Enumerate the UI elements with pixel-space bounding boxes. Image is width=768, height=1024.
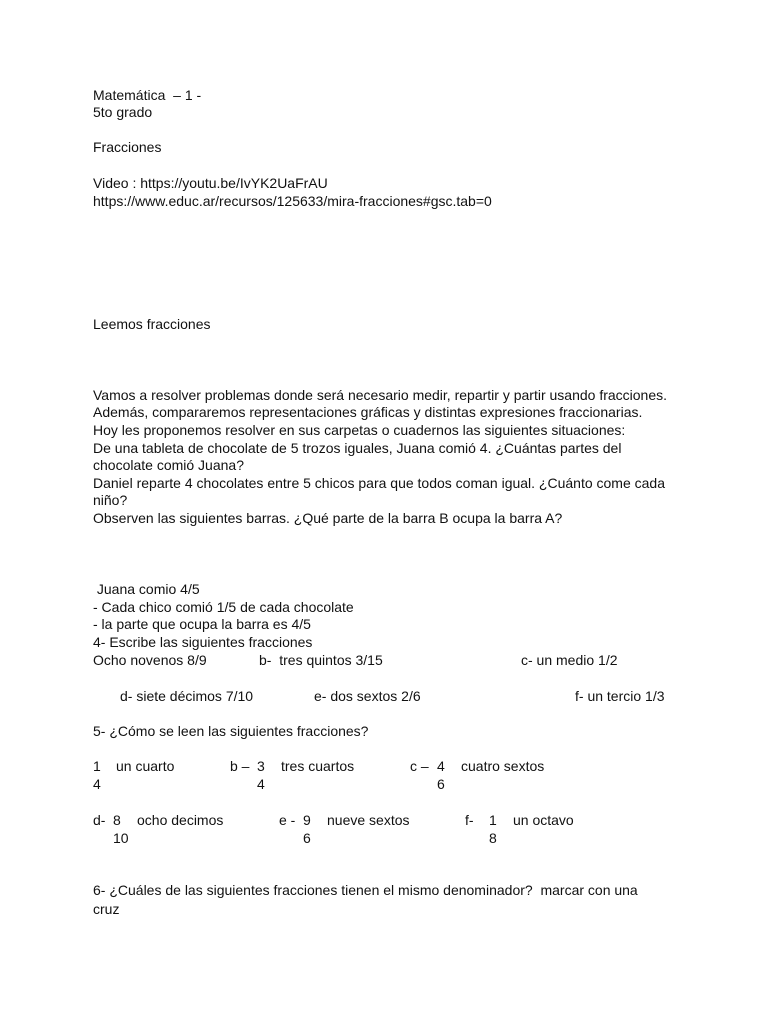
ex5-b-reading: tres cuartos: [281, 758, 355, 774]
ex5-e-prefix: e -: [279, 812, 296, 828]
ex5-c-prefix: c –: [410, 758, 429, 774]
ex4-item-d: d- siete décimos 7/10: [120, 688, 254, 704]
grade-label: 5to grado: [93, 104, 153, 120]
ex5-f-numerator: 1: [489, 812, 497, 828]
ex5-f-reading: un octavo: [513, 812, 574, 828]
video-link-line: Video : https://youtu.be/IvYK2UaFrAU: [93, 175, 328, 191]
intro-line: Observen las siguientes barras. ¿Qué parte de la barra B ocupa la barra A?: [93, 510, 563, 526]
ex4-item-b: b- tres quintos 3/15: [259, 652, 383, 668]
ex5-e-denominator: 6: [303, 830, 311, 846]
ex5-d-numerator: 8: [113, 812, 121, 828]
ex5-d-reading: ocho decimos: [137, 812, 224, 828]
ex4-item-a: Ocho novenos 8/9: [93, 652, 207, 668]
ex5-e-numerator: 9: [303, 812, 311, 828]
ex4-item-c: c- un medio 1/2: [521, 652, 618, 668]
ex5-f-denominator: 8: [489, 830, 497, 846]
exercise-4-title: 4- Escribe las siguientes fracciones: [93, 634, 313, 650]
document-title: Matemática – 1 -: [93, 87, 202, 103]
exercise-6-title-cont: cruz: [93, 901, 120, 917]
ex4-item-e: e- dos sextos 2/6: [314, 688, 421, 704]
intro-line: Hoy les proponemos resolver en sus carpetas o cuadernos las siguientes situaciones:: [93, 422, 626, 438]
ex5-c-numerator: 4: [437, 758, 445, 774]
topic-heading: Fracciones: [93, 139, 162, 155]
resource-link: https://www.educ.ar/recursos/125633/mira-fracciones#gsc.tab=0: [93, 193, 492, 209]
intro-line: Daniel reparte 4 chocolates entre 5 chicos para que todos coman igual. ¿Cuánto come cada: [93, 475, 666, 491]
ex4-item-f: f- un tercio 1/3: [575, 688, 665, 704]
ex5-d-denominator: 10: [113, 830, 129, 846]
intro-line: Además, compararemos representaciones gráficas y distintas expresiones fraccionarias.: [93, 404, 643, 420]
ex5-c-reading: cuatro sextos: [461, 758, 545, 774]
ex5-a-reading: un cuarto: [116, 758, 175, 774]
exercise-5-title: 5- ¿Cómo se leen las siguientes fracciones?: [93, 723, 369, 739]
ex5-a-numerator: 1: [93, 758, 101, 774]
answer-line: - la parte que ocupa la barra es 4/5: [93, 616, 311, 632]
ex5-b-prefix: b –: [230, 758, 250, 774]
ex5-b-denominator: 4: [257, 776, 265, 792]
answer-line: Juana comio 4/5: [93, 581, 200, 597]
ex5-e-reading: nueve sextos: [327, 812, 410, 828]
ex5-c-denominator: 6: [437, 776, 445, 792]
exercise-6-title: 6- ¿Cuáles de las siguientes fracciones tienen el mismo denominador? marcar con una: [93, 882, 638, 898]
intro-line: Vamos a resolver problemas donde será necesario medir, repartir y partir usando fracciones.: [93, 387, 668, 403]
intro-line: De una tableta de chocolate de 5 trozos iguales, Juana comió 4. ¿Cuántas partes del: [93, 440, 622, 456]
ex5-f-prefix: f-: [465, 812, 474, 828]
ex5-b-numerator: 3: [257, 758, 265, 774]
ex5-d-prefix: d-: [93, 812, 106, 828]
section-title: Leemos fracciones: [93, 316, 211, 332]
intro-line: niño?: [93, 492, 128, 508]
answer-line: - Cada chico comió 1/5 de cada chocolate: [93, 599, 354, 615]
ex5-a-denominator: 4: [93, 776, 101, 792]
intro-line: chocolate comió Juana?: [93, 457, 244, 473]
